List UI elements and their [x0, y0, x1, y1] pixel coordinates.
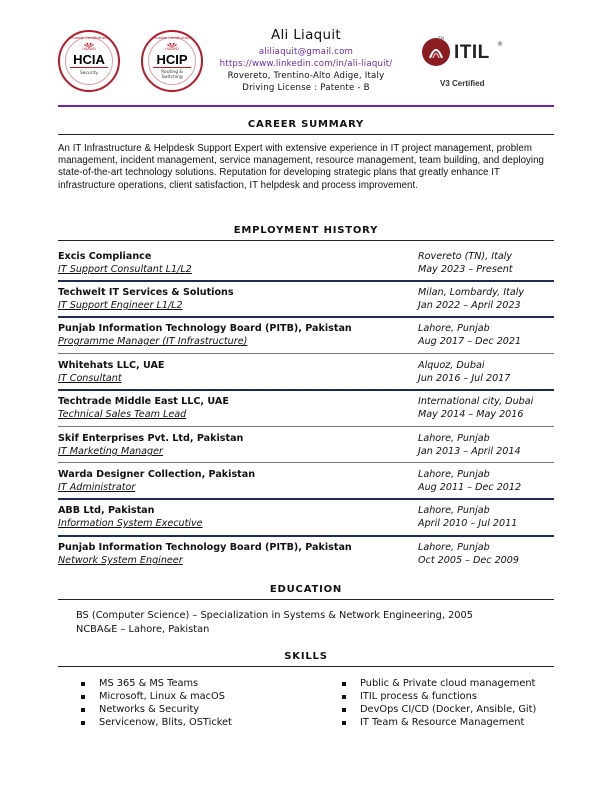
job-company: Whitehats LLC, UAE	[58, 360, 165, 371]
job-company: Punjab Information Technology Board (PITB), Pakistan	[58, 323, 352, 334]
job-dates: Jan 2022 – April 2023	[418, 300, 521, 311]
section-divider	[58, 240, 554, 241]
job-dates: May 2014 – May 2016	[418, 409, 524, 420]
badge-subtitle: Security	[79, 71, 99, 76]
job-entry	[58, 535, 554, 571]
job-company: Warda Designer Collection, Pakistan	[58, 469, 256, 480]
section-divider	[58, 666, 554, 667]
section-title-skills: SKILLS	[284, 651, 328, 662]
education-school: NCBA&E – Lahore, Pakistan	[76, 624, 210, 635]
job-role: Programme Manager (IT Infrastructure)	[58, 336, 248, 347]
section-title-education: EDUCATION	[269, 584, 343, 595]
job-divider	[58, 389, 554, 391]
skill-item: Servicenow, Blits, OSTicket	[78, 716, 318, 729]
skill-item: Public & Private cloud management	[339, 677, 559, 690]
job-role: IT Administrator	[58, 482, 136, 493]
skill-item: IT Team & Resource Management	[339, 716, 559, 729]
job-divider	[58, 535, 554, 537]
badge-code: HCIP	[156, 52, 188, 67]
job-location: Alquoz, Dubai	[418, 360, 485, 371]
job-location: Milan, Lombardy, Italy	[418, 287, 525, 298]
job-location: Lahore, Punjab	[418, 323, 490, 334]
skill-item: Networks & Security	[78, 703, 318, 716]
badge-caption: Huawei Certification	[70, 36, 108, 40]
job-company: Techtrade Middle East LLC, UAE	[58, 396, 229, 407]
location-line: Rovereto, Trentino-Alto Adige, Italy	[227, 71, 385, 81]
section-divider	[58, 134, 554, 135]
section-divider	[58, 599, 554, 600]
job-entry	[58, 389, 554, 425]
job-divider	[58, 353, 554, 354]
job-role: IT Support Consultant L1/L2	[58, 264, 192, 275]
summary-text: An IT Infrastructure & Helpdesk Support Expert with extensive experience in IT project management, problem management, incident management, service management, resource management, team building, and deploying state-of-the-art technology solutions. Reputation for developing strategic plans that greatly enhance IT infrastructure operations, client satisfaction, IT helpdesk and process improvement.	[58, 143, 544, 191]
skill-item: ITIL process & functions	[339, 690, 559, 703]
job-location: Lahore, Punjab	[418, 505, 490, 516]
job-role: Information System Executive	[58, 518, 203, 529]
job-dates: Oct 2005 – Dec 2009	[418, 555, 519, 566]
badge-caption: Huawei Certification	[153, 36, 191, 40]
job-location: Lahore, Punjab	[418, 542, 490, 553]
badge-brand: HUAWEI	[165, 47, 179, 51]
job-divider	[58, 280, 554, 282]
job-role: IT Marketing Manager	[58, 446, 163, 457]
badge-brand: HUAWEI	[82, 47, 96, 51]
section-title-employment: EMPLOYMENT HISTORY	[233, 225, 379, 236]
job-entry	[58, 498, 554, 534]
job-entry	[58, 244, 554, 280]
itil-tm: TM	[438, 36, 444, 41]
section-title-summary: CAREER SUMMARY	[247, 119, 365, 130]
skills-list-right	[339, 677, 559, 729]
job-location: Lahore, Punjab	[418, 469, 490, 480]
job-company: Skif Enterprises Pvt. Ltd, Pakistan	[58, 433, 244, 444]
job-role: Network System Engineer	[58, 555, 183, 566]
job-dates: April 2010 – Jul 2011	[418, 518, 518, 529]
job-divider	[58, 462, 554, 463]
job-dates: Aug 2017 – Dec 2021	[418, 336, 522, 347]
skills-list-left	[78, 677, 318, 729]
job-location: International city, Dubai	[418, 396, 534, 407]
job-divider	[58, 316, 554, 318]
job-dates: May 2023 – Present	[418, 264, 513, 275]
job-entry	[58, 280, 554, 316]
job-role: Technical Sales Team Lead	[58, 409, 187, 420]
candidate-name: Ali Liaquit	[270, 27, 342, 43]
itil-emblem-icon	[422, 38, 450, 66]
itil-registered: ®	[497, 41, 503, 48]
job-dates: Jun 2016 – Jul 2017	[418, 373, 511, 384]
job-entry	[58, 316, 554, 352]
job-company: Techwelt IT Services & Solutions	[58, 287, 234, 298]
job-role: IT Consultant	[58, 373, 122, 384]
license-line: Driving License : Patente - B	[242, 83, 370, 93]
job-location: Rovereto (TN), Italy	[418, 251, 513, 262]
job-entry	[58, 353, 554, 389]
job-divider	[58, 498, 554, 500]
job-entry	[58, 426, 554, 462]
skill-item: DevOps CI/CD (Docker, Ansible, Git)	[339, 703, 559, 716]
skill-item: Microsoft, Linux & macOS	[78, 690, 318, 703]
badge-code: HCIA	[73, 52, 105, 67]
education-degree: BS (Computer Science) – Specialization in Systems & Network Engineering, 2005	[76, 610, 474, 621]
job-location: Lahore, Punjab	[418, 433, 490, 444]
itil-caption: V3 Certified	[440, 79, 485, 88]
badge-subtitle: Routing & Switching	[161, 70, 183, 80]
linkedin-link[interactable]: https://www.linkedin.com/in/ali-liaquit/	[219, 59, 393, 69]
job-dates: Jan 2013 – April 2014	[418, 446, 521, 457]
itil-logo-text: ITIL	[454, 42, 490, 63]
job-entry	[58, 462, 554, 498]
email-link[interactable]: aliliaquit@gmail.com	[258, 47, 354, 57]
job-company: Excis Compliance	[58, 251, 152, 262]
job-role: IT Support Engineer L1/L2	[58, 300, 183, 311]
job-company: ABB Ltd, Pakistan	[58, 505, 155, 516]
header-divider	[58, 105, 554, 107]
job-dates: Aug 2011 – Dec 2012	[418, 482, 522, 493]
skill-item: MS 365 & MS Teams	[78, 677, 318, 690]
job-divider	[58, 426, 554, 427]
job-company: Punjab Information Technology Board (PITB), Pakistan	[58, 542, 352, 553]
